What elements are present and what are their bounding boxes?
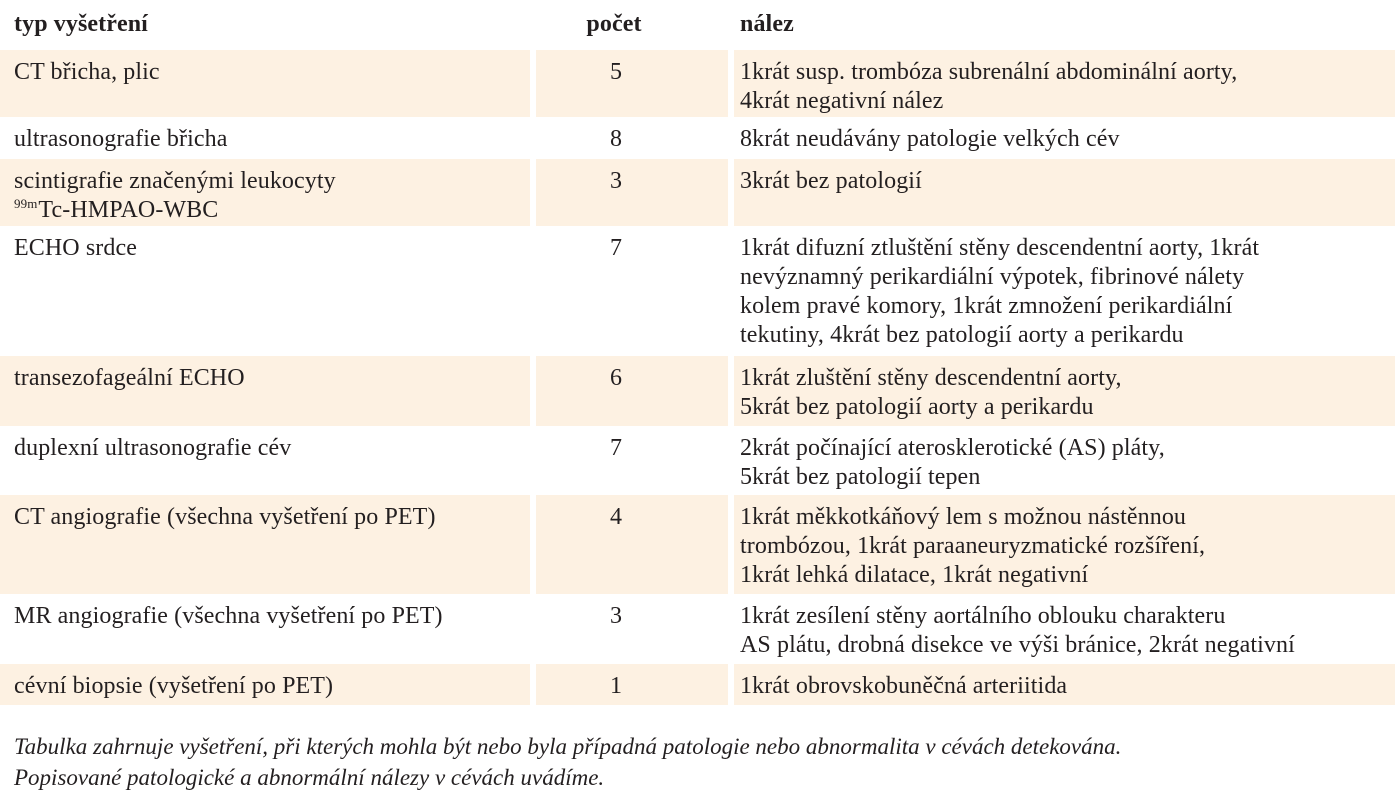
table-row xyxy=(0,594,1395,664)
finding-line: AS plátu, drobná disekce ve výši bránice, 2krát negativní xyxy=(740,632,1295,658)
exam-type-text: scintigrafie značenými leukocyty xyxy=(14,168,336,194)
finding-cell xyxy=(734,594,1395,664)
exam-type-text: CT angiografie (všechna vyšetření po PET) xyxy=(14,504,436,530)
table-row xyxy=(0,664,1395,705)
radiotracer-label xyxy=(14,196,530,225)
count-cell: 5 xyxy=(536,50,728,117)
table-row xyxy=(0,356,1395,426)
finding-line: 2krát počínající aterosklerotické (AS) pláty, xyxy=(740,435,1165,461)
finding-line: trombózou, 1krát paraaneuryzmatické rozšíření, xyxy=(740,533,1206,559)
exam-type-text: CT břicha, plic xyxy=(14,59,160,85)
finding-line: 1krát lehká dilatace, 1krát negativní xyxy=(740,562,1089,588)
count-cell: 7 xyxy=(609,435,623,461)
finding-line: 5krát bez patologií tepen xyxy=(740,464,981,490)
table-row xyxy=(0,159,1395,226)
header-exam-type: typ vyšetření xyxy=(14,11,148,37)
table-row xyxy=(0,495,1395,594)
finding-line: tekutiny, 4krát bez patologií aorty a perikardu xyxy=(740,322,1184,348)
table-footnote xyxy=(14,731,1121,793)
finding-line: 1krát obrovskobuněčná arteriitida xyxy=(740,673,1068,699)
finding-line: 1krát zluštění stěny descendentní aorty, xyxy=(740,365,1122,391)
exam-type-text: ECHO srdce xyxy=(14,235,137,261)
radiotracer-text: Tc-HMPAO-WBC xyxy=(38,197,219,223)
exam-type-text: duplexní ultrasonografie cév xyxy=(14,435,292,461)
finding-line: 1krát susp. trombóza subrenální abdominální aorty, xyxy=(740,59,1238,85)
footnote-line: Tabulka zahrnuje vyšetření, při kterých mohla být nebo byla případná patologie nebo abnormalita v cévách detekována. xyxy=(14,734,1122,759)
isotope-superscript: 99m xyxy=(14,196,38,211)
header-count: počet xyxy=(586,11,642,37)
exam-type-cell xyxy=(0,356,530,426)
table-row xyxy=(0,226,1395,356)
finding-line: 8krát neudávány patologie velkých cév xyxy=(740,126,1120,152)
exam-type-cell xyxy=(0,117,530,159)
count-cell: 3 xyxy=(536,159,728,226)
finding-cell xyxy=(734,117,1395,159)
exam-type-text: cévní biopsie (vyšetření po PET) xyxy=(14,673,334,699)
finding-line: 1krát měkkotkáňový lem s možnou nástěnnou xyxy=(740,504,1187,530)
exam-type-cell xyxy=(0,594,530,664)
count-cell: 7 xyxy=(609,235,623,261)
finding-cell xyxy=(734,426,1395,495)
table-row xyxy=(0,117,1395,159)
exam-type-cell xyxy=(0,664,530,705)
finding-cell xyxy=(734,495,1395,594)
table-row xyxy=(0,426,1395,495)
footnote-line: Popisované patologické a abnormální nálezy v cévách uvádíme. xyxy=(14,765,605,790)
finding-cell xyxy=(734,356,1395,426)
finding-cell xyxy=(734,159,1395,226)
exam-type-cell xyxy=(0,159,530,226)
finding-line: nevýznamný perikardiální výpotek, fibrinové nálety xyxy=(740,264,1245,290)
count-cell: 4 xyxy=(536,495,728,594)
table-row xyxy=(0,50,1395,117)
count-cell: 3 xyxy=(609,603,623,629)
finding-cell xyxy=(734,226,1395,356)
exam-type-cell xyxy=(0,226,530,356)
exam-type-cell xyxy=(0,495,530,594)
finding-line: 3krát bez patologií xyxy=(740,168,922,194)
exam-type-cell xyxy=(0,50,530,117)
finding-line: 1krát difuzní ztluštění stěny descendentní aorty, 1krát xyxy=(740,235,1260,261)
count-cell: 8 xyxy=(609,126,623,152)
header-finding: nález xyxy=(740,11,794,37)
count-cell: 6 xyxy=(536,356,728,426)
finding-line: 4krát negativní nález xyxy=(740,88,944,114)
finding-cell xyxy=(734,50,1395,117)
finding-line: 1krát zesílení stěny aortálního oblouku charakteru xyxy=(740,603,1226,629)
finding-line: kolem pravé komory, 1krát zmnožení perikardiální xyxy=(740,293,1233,319)
count-cell: 1 xyxy=(536,664,728,705)
exam-type-text: ultrasonografie břicha xyxy=(14,126,228,152)
finding-cell xyxy=(734,664,1395,705)
exam-type-text: transezofageální ECHO xyxy=(14,365,245,391)
table-header-row xyxy=(0,0,1395,50)
finding-line: 5krát bez patologií aorty a perikardu xyxy=(740,394,1094,420)
exam-type-cell xyxy=(0,426,530,495)
exam-type-text: MR angiografie (všechna vyšetření po PET) xyxy=(14,603,443,629)
